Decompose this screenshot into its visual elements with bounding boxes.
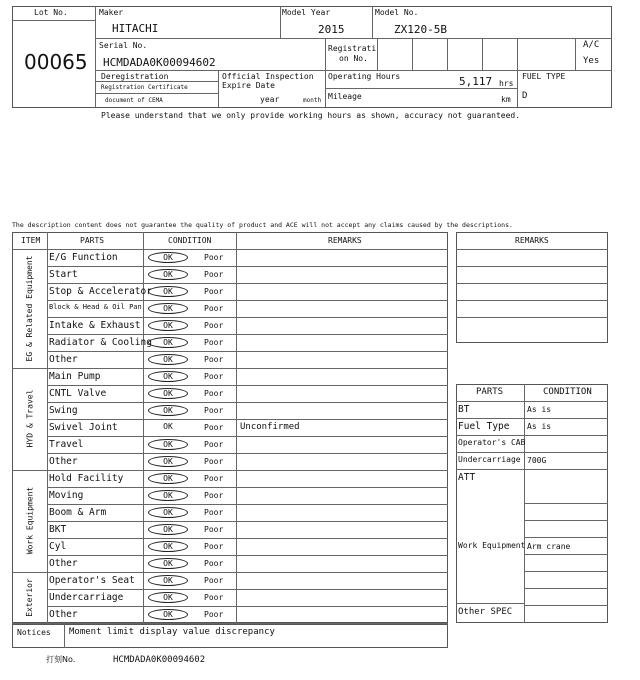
month-label: month — [303, 97, 322, 104]
footer-label: 打刻No. — [46, 655, 76, 664]
table-row-part: Other — [49, 558, 78, 569]
serial-value: HCMDADA0K00094602 — [103, 56, 216, 69]
table-row-part: Intake & Exhaust — [49, 320, 141, 331]
right-row-condition: As is — [527, 405, 552, 414]
op-hours-value: 5,117 — [459, 75, 493, 88]
ok-circled-mark: OK — [148, 473, 188, 484]
notices-value: Moment limit display value discrepancy — [69, 627, 275, 637]
poor-mark: Poor — [204, 525, 224, 534]
right-row-part: Fuel Type — [458, 421, 510, 432]
ok-circled-mark: OK — [148, 575, 188, 586]
poor-mark: Poor — [204, 270, 224, 279]
ok-circled-mark: OK — [148, 541, 188, 552]
ok-circled-mark: OK — [148, 592, 188, 603]
table-row-part: Main Pump — [49, 371, 101, 382]
maker-label: Maker — [99, 8, 124, 17]
right-remarks-header: REMARKS — [515, 236, 549, 245]
group-label: Exterior — [25, 577, 34, 617]
ok-circled-mark: OK — [148, 524, 188, 535]
model-year-value: 2015 — [318, 23, 345, 36]
right-row-part: BT — [458, 404, 470, 415]
work-equipment-value: Arm crane — [527, 542, 571, 551]
model-no-value: ZX120-5B — [394, 23, 447, 36]
poor-mark: Poor — [204, 253, 224, 262]
ok-circled-mark: OK — [148, 456, 188, 467]
ok-circled-mark: OK — [148, 439, 188, 450]
inspection-label-2: Expire Date — [222, 81, 275, 90]
right-row-part: ATT — [458, 472, 476, 483]
poor-mark: Poor — [204, 542, 224, 551]
table-row-part: Swing — [49, 405, 78, 416]
poor-mark: Poor — [204, 593, 224, 602]
inspection-label-1: Official Inspection — [222, 72, 314, 81]
table-row-part: CNTL Valve — [49, 388, 107, 399]
table-row-part: Boom & Arm — [49, 507, 107, 518]
col-header-parts: PARTS — [80, 236, 105, 245]
ok-circled-mark: OK — [148, 405, 188, 416]
fuel-type-label: FUEL TYPE — [522, 72, 566, 81]
right-condition-header: CONDITION — [543, 387, 592, 397]
right-parts-header: PARTS — [476, 387, 504, 397]
fuel-type-value: D — [522, 91, 528, 101]
dereg-sub2: document of CEMA — [105, 97, 163, 104]
year-label: year — [260, 95, 280, 104]
poor-mark: Poor — [204, 576, 224, 585]
serial-label: Serial No. — [99, 41, 148, 50]
group-label: EG & Related Equipment — [25, 255, 34, 361]
poor-mark: Poor — [204, 304, 224, 313]
ok-circled-mark: OK — [148, 558, 188, 569]
right-row-part: Operator's CAB — [458, 438, 526, 447]
table-row-part: Hold Facility — [49, 473, 124, 484]
table-row-part: E/G Function — [49, 252, 118, 263]
col-header-item: ITEM — [21, 236, 41, 245]
ok-circled-mark: OK — [148, 337, 188, 348]
registration-label-1: Registrati — [328, 44, 377, 53]
model-year-label: Model Year — [282, 8, 331, 17]
table-row-part: Other — [49, 456, 78, 467]
lot-number: 00065 — [24, 50, 88, 74]
dereg-label: Deregistration — [101, 72, 169, 81]
ok-circled-mark: OK — [148, 354, 188, 365]
hours-note: Please understand that we only provide working hours as shown, accuracy not guaranteed. — [101, 111, 521, 120]
ok-circled-mark: OK — [148, 388, 188, 399]
right-row-condition: As is — [527, 422, 552, 431]
poor-mark: Poor — [204, 355, 224, 364]
table-row-part: Radiator & Cooling — [49, 337, 152, 348]
col-header-remarks: REMARKS — [328, 236, 362, 245]
poor-mark: Poor — [204, 423, 224, 432]
ok-circled-mark: OK — [148, 269, 188, 280]
right-row-condition: 700G — [527, 456, 547, 465]
table-row-remark: Unconfirmed — [240, 422, 300, 432]
km-unit: km — [501, 95, 511, 104]
ok-circled-mark: OK — [148, 320, 188, 331]
ok-circled-mark: OK — [148, 252, 188, 263]
ok-mark: OK — [163, 422, 173, 431]
ok-circled-mark: OK — [148, 609, 188, 620]
ac-value: Yes — [583, 56, 600, 66]
footer-value: HCMDADA0K00094602 — [113, 655, 206, 665]
table-row-part: Cyl — [49, 541, 67, 552]
work-equipment-label: Work Equipment — [458, 541, 526, 550]
group-label: Work Equipment — [25, 486, 34, 555]
maker-value: HITACHI — [112, 22, 159, 35]
lot-label: Lot No. — [34, 8, 68, 17]
poor-mark: Poor — [204, 610, 224, 619]
poor-mark: Poor — [204, 508, 224, 517]
mileage-label: Mileage — [328, 92, 362, 101]
table-row-part: Start — [49, 269, 78, 280]
table-row-part: Undercarriage — [49, 592, 124, 603]
poor-mark: Poor — [204, 440, 224, 449]
op-hours-label: Operating Hours — [328, 72, 401, 81]
group-label: HYD & Travel — [25, 389, 34, 448]
model-no-label: Model No. — [375, 8, 419, 17]
ok-circled-mark: OK — [148, 371, 188, 382]
poor-mark: Poor — [204, 406, 224, 415]
poor-mark: Poor — [204, 474, 224, 483]
poor-mark: Poor — [204, 372, 224, 381]
poor-mark: Poor — [204, 287, 224, 296]
notices-label: Notices — [17, 628, 51, 637]
table-row-part: Operator's Seat — [49, 575, 135, 586]
poor-mark: Poor — [204, 491, 224, 500]
ac-label: A/C — [583, 40, 600, 50]
ok-circled-mark: OK — [148, 507, 188, 518]
table-row-part: BKT — [49, 524, 67, 535]
registration-label-2: on No. — [339, 54, 368, 63]
hrs-unit: hrs — [499, 79, 514, 88]
other-spec-label: Other SPEC — [458, 607, 513, 617]
table-row-part: Travel — [49, 439, 84, 450]
right-row-part: Undercarriage — [458, 455, 521, 464]
poor-mark: Poor — [204, 321, 224, 330]
poor-mark: Poor — [204, 559, 224, 568]
dereg-sub1: Registration Certificate — [101, 84, 188, 91]
disclaimer: The description content does not guarantee the quality of product and ACE will not accept any claims caused by the descriptions. — [12, 221, 513, 229]
table-row-part: Other — [49, 609, 78, 620]
table-row-part: Stop & Accelerator — [49, 286, 152, 297]
table-row-part: Block & Head & Oil Pan — [49, 303, 142, 311]
poor-mark: Poor — [204, 338, 224, 347]
table-row-part: Moving — [49, 490, 84, 501]
ok-circled-mark: OK — [148, 286, 188, 297]
poor-mark: Poor — [204, 457, 224, 466]
table-row-part: Swivel Joint — [49, 422, 118, 433]
ok-circled-mark: OK — [148, 490, 188, 501]
col-header-condition: CONDITION — [168, 236, 212, 245]
table-row-part: Other — [49, 354, 78, 365]
ok-circled-mark: OK — [148, 303, 188, 314]
poor-mark: Poor — [204, 389, 224, 398]
